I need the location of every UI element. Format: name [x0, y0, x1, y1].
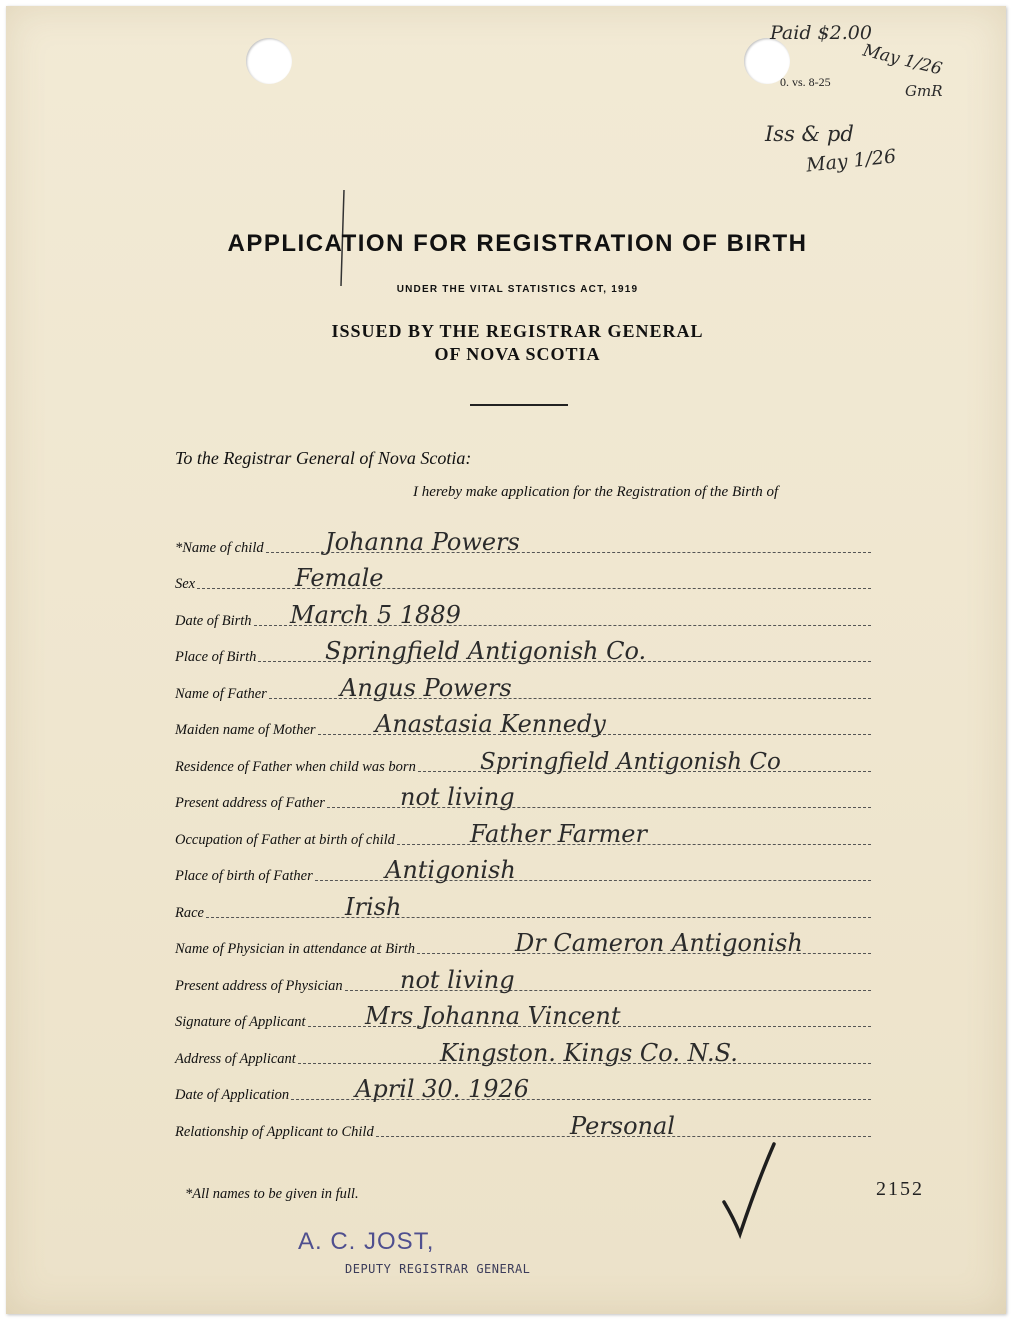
form-code: 0. vs. 8-25	[780, 75, 831, 89]
field-place-of-birth	[175, 637, 871, 667]
stamp-title: DEPUTY REGISTRAR GENERAL	[345, 1262, 531, 1276]
stamp-name: A. C. JOST,	[298, 1228, 435, 1255]
form-title: APPLICATION FOR REGISTRATION OF BIRTH	[227, 230, 808, 257]
issued-annotation: Iss & pd	[765, 122, 854, 146]
field-label: Date of Birth	[175, 613, 252, 629]
field-value: Personal	[570, 1112, 675, 1140]
field-label: Name of Father	[175, 686, 267, 702]
field-value: Springfield Antigonish Co.	[325, 637, 647, 665]
field-value: Angus Powers	[340, 674, 512, 702]
field-value: Mrs Johanna Vincent	[365, 1002, 621, 1030]
checkmark-icon	[718, 1140, 788, 1240]
field-name-of-child	[175, 528, 871, 558]
field-value: not living	[400, 966, 515, 994]
field-name-of-father	[175, 674, 871, 704]
field-label: Place of birth of Father	[175, 868, 313, 884]
field-value: Father Farmer	[470, 820, 647, 848]
field-value: Antigonish	[385, 856, 516, 884]
initials-annotation: GmR	[905, 82, 943, 100]
document-number: 2152	[876, 1178, 924, 1200]
paid-date-annotation: May 1/26	[860, 40, 944, 80]
field-maiden-name-of-mother	[175, 710, 871, 740]
paid-annotation: Paid $2.00	[770, 22, 872, 44]
field-address-of-applicant	[175, 1039, 871, 1069]
field-value: not living	[400, 783, 515, 811]
field-label: Sex	[175, 576, 196, 592]
issued-by	[0, 320, 1019, 366]
intro-statement: I hereby make application for the Registration of the Birth of	[413, 484, 779, 500]
field-value: Anastasia Kennedy	[375, 710, 606, 738]
field-present-address-of-physician	[175, 966, 871, 996]
issued-date-annotation: May 1/26	[805, 145, 898, 177]
form-subtitle: UNDER THE VITAL STATISTICS ACT, 1919	[396, 284, 639, 295]
field-value: Johanna Powers	[325, 528, 520, 556]
field-label: Name of Physician in attendance at Birth	[175, 941, 416, 957]
field-label: Date of Application	[175, 1087, 290, 1103]
field-value: April 30. 1926	[355, 1075, 530, 1103]
field-label: Occupation of Father at birth of child	[175, 832, 395, 848]
field-label: Maiden name of Mother	[175, 722, 316, 738]
field-label: Present address of Physician	[175, 978, 343, 994]
field-occupation-of-father	[175, 820, 871, 850]
field-race	[175, 893, 871, 923]
footnote: *All names to be given in full.	[185, 1186, 359, 1202]
field-label: Address of Applicant	[175, 1051, 296, 1067]
field-label: Place of Birth	[175, 649, 257, 665]
field-relationship-of-applicant	[175, 1112, 871, 1142]
field-value: Irish	[345, 893, 402, 921]
field-label: *Name of child	[175, 540, 264, 556]
field-date-of-application	[175, 1075, 871, 1105]
field-value: Springfield Antigonish Co	[480, 749, 781, 775]
issued-by-line1: ISSUED BY THE REGISTRAR GENERAL	[331, 321, 704, 341]
title-divider	[470, 404, 568, 406]
field-residence-of-father	[175, 749, 871, 777]
issued-by-line2: OF NOVA SCOTIA	[434, 344, 601, 364]
field-date-of-birth	[175, 601, 871, 631]
field-label: Relationship of Applicant to Child	[175, 1124, 374, 1140]
addressee: To the Registrar General of Nova Scotia:	[175, 448, 472, 468]
field-value: Kingston. Kings Co. N.S.	[440, 1039, 738, 1067]
field-value: Dr Cameron Antigonish	[515, 929, 803, 957]
field-label: Residence of Father when child was born	[175, 759, 416, 775]
field-label: Signature of Applicant	[175, 1014, 306, 1030]
field-value: March 5 1889	[290, 601, 461, 629]
field-label: Race	[175, 905, 204, 921]
field-place-of-birth-of-father	[175, 856, 871, 886]
field-signature-of-applicant	[175, 1002, 871, 1032]
field-sex	[175, 564, 871, 594]
field-label: Present address of Father	[175, 795, 325, 811]
punch-hole-left	[246, 38, 292, 84]
field-value: Female	[295, 564, 384, 592]
field-present-address-of-father	[175, 783, 871, 813]
field-name-of-physician	[175, 929, 871, 959]
